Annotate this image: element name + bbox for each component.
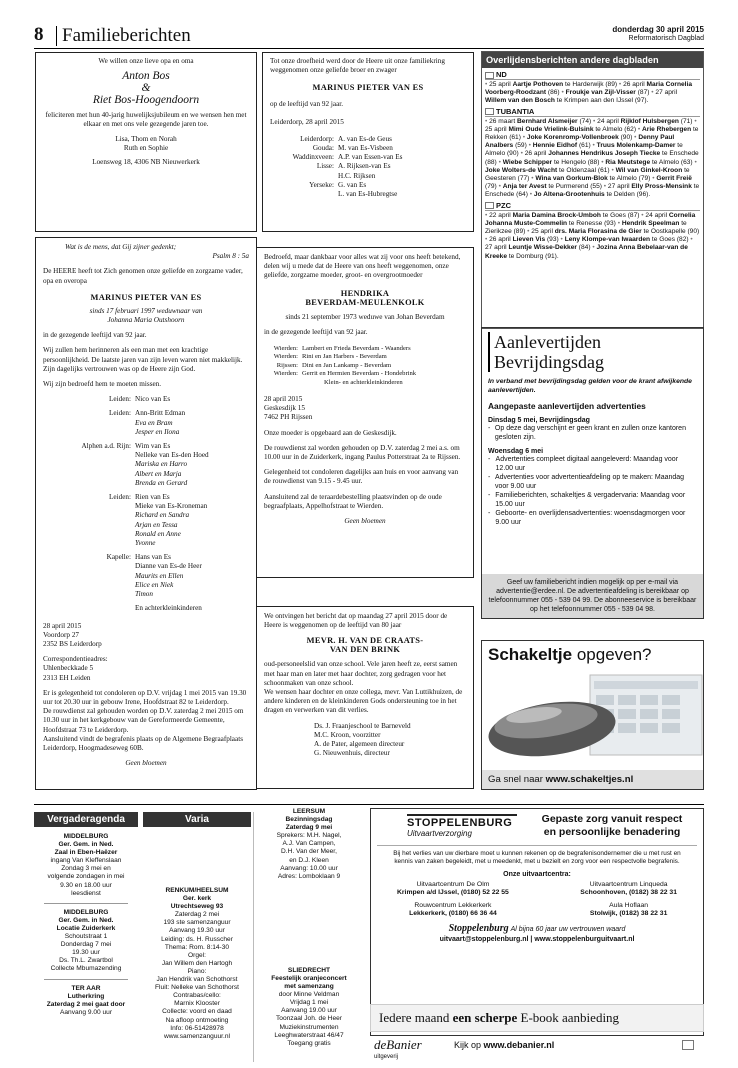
- es-long-memory: Wij zullen hem herinneren als een man met een krachtige persoonlijkheid. De laatste jaren van zijn leven waren niet makkelijk. Zijn dagelijks vertrouwen was op de Heere zijn God.: [43, 346, 243, 373]
- craats-wish: We wensen haar dochter en onze collega, mevr. Van Luttikhuizen, de andere kinderen en de kleinkinderen Gods ondersteuning toe in het dragen en verwerken van dit verlies.: [264, 688, 463, 715]
- jubilee-text: feliciteren met hun 40-jarig huwelijksjubileum en we wensen hen met elkaar en met ons vele gezegende jaren toe.: [45, 111, 247, 129]
- family-child: Jesper en Ilona: [135, 427, 180, 436]
- family-row: Wierden: Lambert en Frieda Beverdam - Waanders: [273, 345, 411, 353]
- craats-intro: We ontvingen het bericht dat op maandag 27 april 2015 door de Heere is weggenomen op de leeftijd van 80 jaar: [264, 612, 448, 630]
- es-long-date: 28 april 2015: [43, 621, 82, 630]
- beverdam-burial: Aansluitend zal de teraardebestelling plaatsvinden op de oude begraafplaats, Appelhofstraat te Wierden.: [264, 492, 442, 510]
- family-row: Lisse: A. Rijksen-van Es: [316, 162, 391, 171]
- craats-name1: MEVR. H. VAN DE CRAATS-: [306, 636, 424, 646]
- family-child: Richard en Sandra: [135, 511, 190, 520]
- es-long-quote: Wat is de mens, dat Gij zijner gedenkt;: [65, 243, 177, 251]
- stoppelenburg-contact: uitvaart@stoppelenburg.nl | www.stoppelenburguitvaart.nl: [439, 936, 635, 944]
- es-long-corr-label: Correspondentieadres:: [43, 655, 108, 664]
- varia-leersum: LEERSUM Bezinningsdag Zaterdag 9 mei Sprekers: M.H. Nagel, A.J. Van Campen, D.H. Van der Meer, en D.J. Kleen Aanvang: 10.00 uur Adres: Lomboklaan 9: [276, 808, 342, 880]
- es-short-place-date: Leiderdorp, 28 april 2015: [270, 117, 344, 126]
- beverdam-age: in de gezegende leeftijd van 92 jaar.: [264, 327, 368, 336]
- notice-es-long: [35, 237, 257, 790]
- es-long-burial: Aansluitend vindt de begrafenis plaats op de Algemene Begraafplaats Leiderdorp, Hoogmadeseweg 60B.: [43, 734, 243, 752]
- jubilee-amp: &: [141, 82, 151, 95]
- stoppelenburg-brand-line: Stoppelenburg Al bijna 60 jaar uw vertrouwen waard: [448, 923, 626, 935]
- es-long-since: sinds 17 februari 1997 weduwnaar van: [89, 306, 203, 315]
- aanlevertijden-ad: [481, 327, 704, 619]
- family-child: Maurits en Ellen: [135, 571, 184, 580]
- nd-entries: • 25 april Aartje Pothoven te Harderwijk (89) • 26 april Maria Cornelia Voorberg-Roodzant (86) • Froukje van Zijl-Visser (87) • 27 april Willem van den Bosch te Krimpen aan den IJssel (97).: [485, 81, 692, 105]
- es-long-funeral: De rouwdienst zal gehouden worden op D.V. zaterdag 2 mei 2015 om 10.30 uur in het kerkgebouw van de Gereformeerde Gemeente, Hoofdstraat 73 te Leiderdorp.: [43, 707, 244, 734]
- beverdam-since: sinds 21 september 1973 weduwe van Johan Beverdam: [285, 312, 445, 321]
- beverdam-date: 28 april 2015: [264, 395, 303, 404]
- family-row: Gouda: M. van Es-Visbeen: [312, 144, 393, 153]
- family-child: Yvonne: [135, 539, 156, 548]
- aanlever-item: - Advertenties compleet digitaal aangeleverd: Maandag voor 12.00 uur: [488, 456, 679, 473]
- aanlever-day1: Dinsdag 5 mei, Bevrijdingsdag: [488, 417, 590, 425]
- computer-mouse-icon: [482, 667, 704, 767]
- varia-renkum: RENKUM/HEELSUM Ger. kerk Utrechtseweg 93 Zaterdag 2 mei 193 ste samenzanguur Aanvang 19.30 uur Leiding: ds. H. Russcher Thema: Rom. 8:14-30 Orgel: Jan Willem den Hartogh Piano: Jan Hendrik van Schothorst Fluit: Nelleke van Schothorst Contrabas/cello: Marnix Klooster Collecte: voord en daad Na afloop ontmoeting Info: 06-51428978 www.samenzanguur.nl: [155, 887, 239, 1040]
- stoppelenburg-slogan: Gepaste zorg vanuit respect en persoonlijke benadering: [541, 813, 683, 838]
- header-paper: Reformatorisch Dagblad: [628, 35, 704, 42]
- page-header: [34, 24, 704, 50]
- stoppelenburg-centra: Uitvaartcentrum De Olm Krimpen a/d IJssel, (0180) 52 22 55 Rouwcentrum Lekkerkerk Lekkerkerk, (0180) 66 36 44 Uitvaartcentrum Linqueda Schoonhoven, (0182) 38 22 31 Aula Hoflaan Stolwijk, (0182) 38 22 31: [397, 880, 677, 918]
- craats-sign: Ds. J. Fraanjeschool te Barneveld: [314, 721, 411, 730]
- tubantia-entries: • 26 maart Bernhard Alsmeijer (74) • 24 april Rijklof Hulsbergen (71) • 25 april Mimi Oude Vrielink-Bulsink te Almelo (62) • Arie Rhebergen te Rekken (61) • Joke Korenromp-Vollenbroek (90) • Denny Paul Analbers (59) • Hennie Eidhof (61) • Truus Molenkamp-Damer te Almelo (90) • 26 april Johannes Hendrikus Joseph Tiecke te Enschede (88) • Wiebe Schipper te Hengelo (88) • Ria Meutstege te Almelo (63) • Joke Wolters-de Wacht te Oldenzaal (61) • Wil van Ginkel-Kroon te Geesteren (77) • Wina van Gorkum-Blok te Almelo (79) • Gerrit Freië (79) • Anja ter Avest te Purmerend (55) • 27 april Elly Pross-Mensink te Enschede (64) • Jo Altena-Grootenhuis te Delden (96).: [485, 117, 700, 199]
- family-row: Wierden: Gerrit en Hermien Beverdam - Hondebrink: [273, 370, 417, 378]
- family-row: Leiderdorp: A. van Es-de Geus: [300, 134, 392, 143]
- aanlever-item: - Advertenties voor advertentieafdeling op te maken: Maandag voor 9.00 uur: [488, 474, 685, 491]
- schakeltje-title: Schakeltje opgeven?: [488, 645, 652, 664]
- debanier-title: Iedere maand een scherpe E-book aanbieding: [370, 1004, 704, 1032]
- es-short-age: op de leeftijd van 92 jaar.: [270, 100, 344, 109]
- beverdam-name1: HENDRIKA: [340, 288, 390, 298]
- tubantia-label: TUBANTIA: [485, 107, 700, 117]
- varia-col2: [256, 808, 362, 1062]
- family-child: Albert en Marja: [135, 469, 182, 478]
- craats-sign: G. Nieuwenhuis, directeur: [314, 749, 390, 758]
- bottom-rule: [34, 804, 704, 805]
- beverdam-family: [264, 345, 466, 387]
- es-long-intro: De HEERE heeft tot Zich genomen onze geliefde en zorgzame vader, opa en overopa: [43, 267, 243, 285]
- es-long-city: 2352 BS Leiderdorp: [43, 639, 102, 648]
- header-date: donderdag 30 april 2015: [612, 25, 704, 34]
- header-divider: [56, 26, 57, 46]
- craats-name2: VAN DEN BRINK: [329, 645, 401, 655]
- agenda-block: MIDDELBURG Ger. Gem. in Ned. Zaal in Eben-Haëzer ingang Van Kleffenslaan Zondag 3 mei en volgende zondagen in mei 9.30 en 18.00 uur leesdienst: [47, 833, 125, 897]
- family-child: Ronald en Anne: [135, 529, 181, 538]
- overlijdens-panel: [481, 51, 704, 329]
- varia-title: Varia: [143, 812, 251, 827]
- stoppelenburg-web[interactable]: www.stoppelenburguitvaart.nl: [534, 936, 635, 944]
- craats-text: oud-personeelslid van onze school. Vele jaren heeft ze, eerst samen met haar man en later met haar dochter, zorg gedragen voor het schoonmaken van onze school.: [264, 660, 458, 687]
- es-long-ref: Psalm 8 : 5a: [212, 252, 249, 261]
- overlijdens-title: Overlijdensberichten andere dagbladen: [482, 52, 703, 68]
- notice-craats: [256, 606, 474, 789]
- family-row: Wierden: Rini en Jan Harbers - Beverdam: [273, 353, 387, 361]
- es-long-street: Voordorp 27: [43, 630, 80, 639]
- family-child: Eva en Bram: [135, 418, 173, 427]
- family-row: L. van Es-Hubregtse: [338, 190, 398, 199]
- family-row: Kapelle: Hans van Es: [106, 553, 171, 562]
- es-long-name: MARINUS PIETER VAN ES: [90, 292, 202, 302]
- jubilee-address: Loensweg 18, 4306 NB Nieuwerkerk: [92, 158, 200, 167]
- beverdam-intro: Bedroefd, maar dankbaar voor alles wat zij voor ons heeft betekend, delen wij u mede dat de Heere van ons heeft weggenomen, onze geliefde, zorgzame moeder, groot- en overgrootmoeder: [264, 253, 461, 280]
- family-child: Elice en Niek: [135, 580, 174, 589]
- beverdam-name2: BEVERDAM-MEULENKOLK: [305, 297, 425, 307]
- es-short-family: [270, 135, 466, 199]
- aanlever-intro: In verband met bevrijdingsdag gelden voor de krant afwijkende aanlevertijden.: [488, 378, 692, 394]
- family-row: Leiden: Ann-Britt Edman: [109, 409, 186, 418]
- nd-label: ND: [485, 70, 700, 80]
- es-short-name: MARINUS PIETER VAN ES: [312, 83, 424, 93]
- jubilee-name2: Riet Bos-Hoogendoorn: [92, 94, 200, 107]
- family-child: Mariska en Harro: [135, 460, 188, 469]
- family-grandchildren: Klein- en achterkleinkinderen: [324, 378, 403, 386]
- pzc-entries: • 22 april Maria Damina Brock-Umboh te Goes (87) • 24 april Cornelia Johanna Muste-Commelin te Renesse (93) • Hendrik Speelman te Zierikzee (89) • 25 april drs. Maria Florasina de Gier te Oostkapelle (90) • 26 april Lieven Vis (93) • Leny Klompe-van Iwaarden te Goes (82) • 27 april Leuntje Wisse-Dekker (84) • Jozina Anna Bebelaar-van de Kreeke te Domburg (91).: [485, 211, 700, 260]
- stoppelenburg-email[interactable]: uitvaart@stoppelenburg.nl: [439, 936, 529, 944]
- section-title: Familieberichten: [62, 25, 191, 46]
- notice-es-short: [262, 52, 474, 232]
- beverdam-condolence: Gelegenheid tot condoleren dagelijks aan huis en voor aanvang van de rouwdienst van 9.15 - 9.45 uur.: [264, 468, 459, 486]
- stoppelenburg-ad[interactable]: [370, 808, 704, 1036]
- family-partner: Nelleke van Es-den Hoed: [135, 451, 209, 460]
- aanlever-footer: Geef uw familiebericht indien mogelijk op per e-mail via advertentie@erdee.nl. De advertentieafdeling is bereikbaar op telefoonnummer 055 - 539 04 99. De abonneeservice is bereikbaar op het telefoonnummer 055 - 539 04 98.: [482, 574, 703, 618]
- es-long-corr-street: Uhlenbeckkade 5: [43, 664, 94, 673]
- aanlever-item: - Familieberichten, schakeltjes & vergadervaria: Maandag voor 15.00 uur: [488, 492, 686, 509]
- family-row: Yerseke: G. van Es: [309, 180, 367, 189]
- family-row: H.C. Rijksen: [338, 171, 376, 180]
- notice-beverdam: [256, 247, 474, 578]
- debanier-url[interactable]: www.debanier.nl: [483, 1040, 555, 1050]
- es-long-condolence: Er is gelegenheid tot condoleren op D.V. vrijdag 1 mei 2015 van 19.30 uur tot 20.30 uur in gebouw Irene, Hoofdstraat 82 te Leiderdorp.: [43, 688, 247, 706]
- family-child: Arjan en Tessa: [135, 520, 178, 529]
- family-partner: Mieke van Es-Kroneman: [135, 502, 208, 511]
- family-partner: Dianne van Es-de Heer: [135, 562, 202, 571]
- page-number: 8: [34, 24, 44, 45]
- beverdam-coffin: Onze moeder is opgebaard aan de Geskesdijk.: [264, 428, 397, 437]
- beverdam-service: De rouwdienst zal worden gehouden op D.V. zaterdag 2 mei a.s. om 10.00 uur in de Zuiderkerk, ingang Paulus Potterstraat 2a te Rijssen.: [264, 443, 461, 462]
- beverdam-city: 7462 PH Rijssen: [264, 413, 313, 422]
- stoppelenburg-logo: STOPPELENBURG Uitvaartverzorging: [377, 814, 527, 838]
- es-long-miss: Wij zijn bedroefd hem te moeten missen.: [43, 380, 162, 389]
- varia-divider: [253, 812, 254, 1062]
- craats-sign: M.C. Kroon, voorzitter: [314, 730, 381, 739]
- aanlever-title1: Aanlevertijden: [494, 332, 601, 352]
- craats-sign: A. de Pater, algemeen directeur: [314, 740, 405, 749]
- jubilee-from2: Ruth en Sophie: [123, 143, 169, 152]
- jubilee-notice: [35, 52, 257, 232]
- aanlever-title2: Bevrijdingsdag: [494, 352, 604, 372]
- vergaderagenda: [34, 812, 138, 1062]
- debanier-link-line: Kijk op www.debanier.nl: [454, 1040, 555, 1050]
- vergaderagenda-title: Vergaderagenda: [34, 812, 138, 827]
- family-row: Rijssen: Dini en Jan Lankamp - Beverdam: [276, 361, 392, 369]
- beverdam-street: Geskesdijk 15: [264, 404, 305, 413]
- aanlever-day2: Woensdag 6 mei: [488, 448, 544, 456]
- book-icon: [682, 1040, 694, 1050]
- agenda-block: TER AAR Lutherkring Zaterdag 2 mei gaat door Aanvang 9.00 uur: [46, 984, 126, 1016]
- debanier-banner[interactable]: [370, 1004, 704, 1064]
- pzc-label: PZC: [485, 201, 700, 211]
- craats-signatures: [264, 722, 466, 759]
- aanlever-subtitle: Aangepaste aanlevertijden advertenties: [488, 401, 646, 412]
- header-rule: [34, 48, 704, 49]
- debanier-logo: deBanier uitgeverij: [374, 1037, 422, 1060]
- schakeltje-ad[interactable]: [481, 640, 704, 790]
- aanlever-day1-item: - Op deze dag verschijnt er geen krant en zullen onze kantoren gesloten zijn.: [488, 425, 686, 442]
- es-long-corr-city: 2313 EH Leiden: [43, 673, 91, 682]
- es-long-flowers: Geen bloemen: [125, 759, 167, 768]
- jubilee-from1: Lisa, Thom en Norah: [115, 134, 177, 143]
- varia: [143, 812, 251, 1062]
- family-row: Waddinxveen: A.P. van Essen-van Es: [292, 153, 403, 162]
- family-child: Brenda en Gerard: [135, 478, 188, 487]
- family-row: Leiden: Rien van Es: [109, 493, 170, 502]
- agenda-block: MIDDELBURG Ger. Gem. in Ned. Locatie Zuiderkerk Schoutstraat 1 Donderdag 7 mei 19.30 uur Ds. Th.L. Zwartbol Collecte Mbumazending: [50, 908, 122, 973]
- es-long-spouse: Johanna Maria Outshoorn: [107, 316, 185, 325]
- family-child: Timon: [135, 590, 153, 599]
- schakeltje-footer: Ga snel naar www.schakeltjes.nl: [482, 770, 703, 789]
- beverdam-flowers: Geen bloemen: [344, 517, 386, 526]
- varia-sliedrecht: SLIEDRECHT Feestelijk oranjeconcert met samenzang door Minne Veldman Vrijdag 1 mei Aanvang 19.00 uur Toonzaal Joh. de Heer Muziekinstrumenten Leeghwaterstraat 46/47 Toegang gratis: [271, 966, 347, 1047]
- family-row: Leiden: Nico van Es: [109, 395, 171, 404]
- family-grandchildren: En achterkleinkinderen: [135, 604, 202, 613]
- jubilee-name1: Anton Bos: [122, 70, 170, 83]
- es-long-age: in de gezegende leeftijd van 92 jaar.: [43, 331, 147, 340]
- es-long-family: [43, 395, 249, 613]
- jubilee-intro: We willen onze lieve opa en oma: [98, 57, 194, 65]
- es-short-intro: Tot onze droefheid werd door de Heere uit onze familiekring weggenomen onze geliefde broer en zwager: [270, 57, 445, 75]
- aanlever-item: - Geboorte- en overlijdensadvertenties: woensdagmorgen voor 9.00 uur: [488, 510, 686, 527]
- schakeltje-link[interactable]: www.schakeltjes.nl: [545, 774, 634, 785]
- stoppelenburg-text: Bij het verlies van uw dierbare moet u kunnen rekenen op de begrafenisondernemer die u met rust en kennis van zaken begeleidt, met u meedenkt, met u bezielt en zorg voor een respectvolle begrafenis.: [393, 850, 681, 866]
- stoppelenburg-centra-title: Onze uitvaartcentra:: [503, 870, 571, 878]
- family-row: Alphen a.d. Rijn: Wim van Es: [81, 442, 171, 451]
